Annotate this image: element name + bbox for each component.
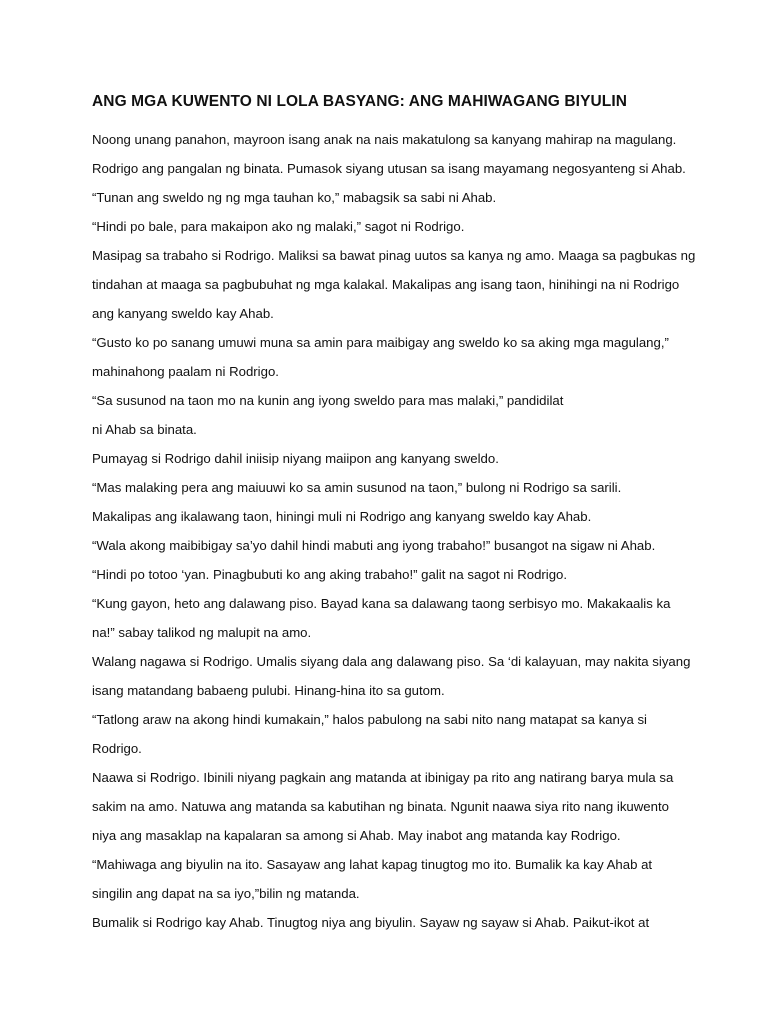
document-body <box>92 125 712 937</box>
text-line: “Mahiwaga ang biyulin na ito. Sasayaw ang lahat kapag tinugtog mo ito. Bumalik ka kay Ahab at <box>92 857 653 872</box>
text-line: sakim na amo. Natuwa ang matanda sa kabutihan ng binata. Ngunit naawa siya rito nang ikuwento <box>92 799 669 814</box>
text-line: “Hindi po bale, para makaipon ako ng malaki,” sagot ni Rodrigo. <box>92 219 465 234</box>
text-line: ni Ahab sa binata. <box>92 422 197 437</box>
text-line: ang kanyang sweldo kay Ahab. <box>92 306 274 321</box>
text-line: Pumayag si Rodrigo dahil iniisip niyang maiipon ang kanyang sweldo. <box>92 451 499 466</box>
text-line: Walang nagawa si Rodrigo. Umalis siyang dala ang dalawang piso. Sa ‘di kalayuan, may nakita siyang <box>92 654 691 669</box>
text-line: “Kung gayon, heto ang dalawang piso. Bayad kana sa dalawang taong serbisyo mo. Makakaalis ka <box>92 596 671 611</box>
text-line: na!” sabay talikod ng malupit na amo. <box>92 625 312 640</box>
text-line: “Mas malaking pera ang maiuuwi ko sa amin susunod na taon,” bulong ni Rodrigo sa sarili. <box>92 480 622 495</box>
text-line: singilin ang dapat na sa iyo,”bilin ng matanda. <box>92 886 360 901</box>
text-line: “Tunan ang sweldo ng ng mga tauhan ko,” mabagsik sa sabi ni Ahab. <box>92 190 497 205</box>
text-line: tindahan at maaga sa pagbubuhat ng mga kalakal. Makalipas ang isang taon, hinihingi na ni Rodrigo <box>92 277 680 292</box>
text-line: “Hindi po totoo ‘yan. Pinagbubuti ko ang aking trabaho!” galit na sagot ni Rodrigo. <box>92 567 568 582</box>
text-line: niya ang masaklap na kapalaran sa among si Ahab. May inabot ang matanda kay Rodrigo. <box>92 828 621 843</box>
text-line: “Sa susunod na taon mo na kunin ang iyong sweldo para mas malaki,” pandidilat <box>92 393 564 408</box>
text-line: Rodrigo. <box>92 741 142 756</box>
text-line: Rodrigo ang pangalan ng binata. Pumasok siyang utusan sa isang mayamang negosyanteng si Ahab. <box>92 161 686 176</box>
text-line: isang matandang babaeng pulubi. Hinang-hina ito sa gutom. <box>92 683 445 698</box>
text-line: Noong unang panahon, mayroon isang anak na nais makatulong sa kanyang mahirap na magulang. <box>92 132 677 147</box>
text-line: Masipag sa trabaho si Rodrigo. Maliksi sa bawat pinag uutos sa kanya ng amo. Maaga sa pagbukas ng <box>92 248 696 263</box>
document-title: ANG MGA KUWENTO NI LOLA BASYANG: ANG MAHIWAGANG BIYULIN <box>92 93 628 110</box>
text-line: Bumalik si Rodrigo kay Ahab. Tinugtog niya ang biyulin. Sayaw ng sayaw si Ahab. Paikut-ikot at <box>92 915 650 930</box>
text-line: Makalipas ang ikalawang taon, hiningi muli ni Rodrigo ang kanyang sweldo kay Ahab. <box>92 509 592 524</box>
text-line: mahinahong paalam ni Rodrigo. <box>92 364 279 379</box>
text-line: “Gusto ko po sanang umuwi muna sa amin para maibigay ang sweldo ko sa aking mga magulang,” <box>92 335 669 350</box>
text-line: Naawa si Rodrigo. Ibinili niyang pagkain ang matanda at ibinigay pa rito ang natirang barya mula sa <box>92 770 674 785</box>
text-line: “Tatlong araw na akong hindi kumakain,” halos pabulong na sabi nito nang matapat sa kanya si <box>92 712 647 727</box>
text-line: “Wala akong maibibigay sa’yo dahil hindi mabuti ang iyong trabaho!” busangot na sigaw ni Ahab. <box>92 538 656 553</box>
